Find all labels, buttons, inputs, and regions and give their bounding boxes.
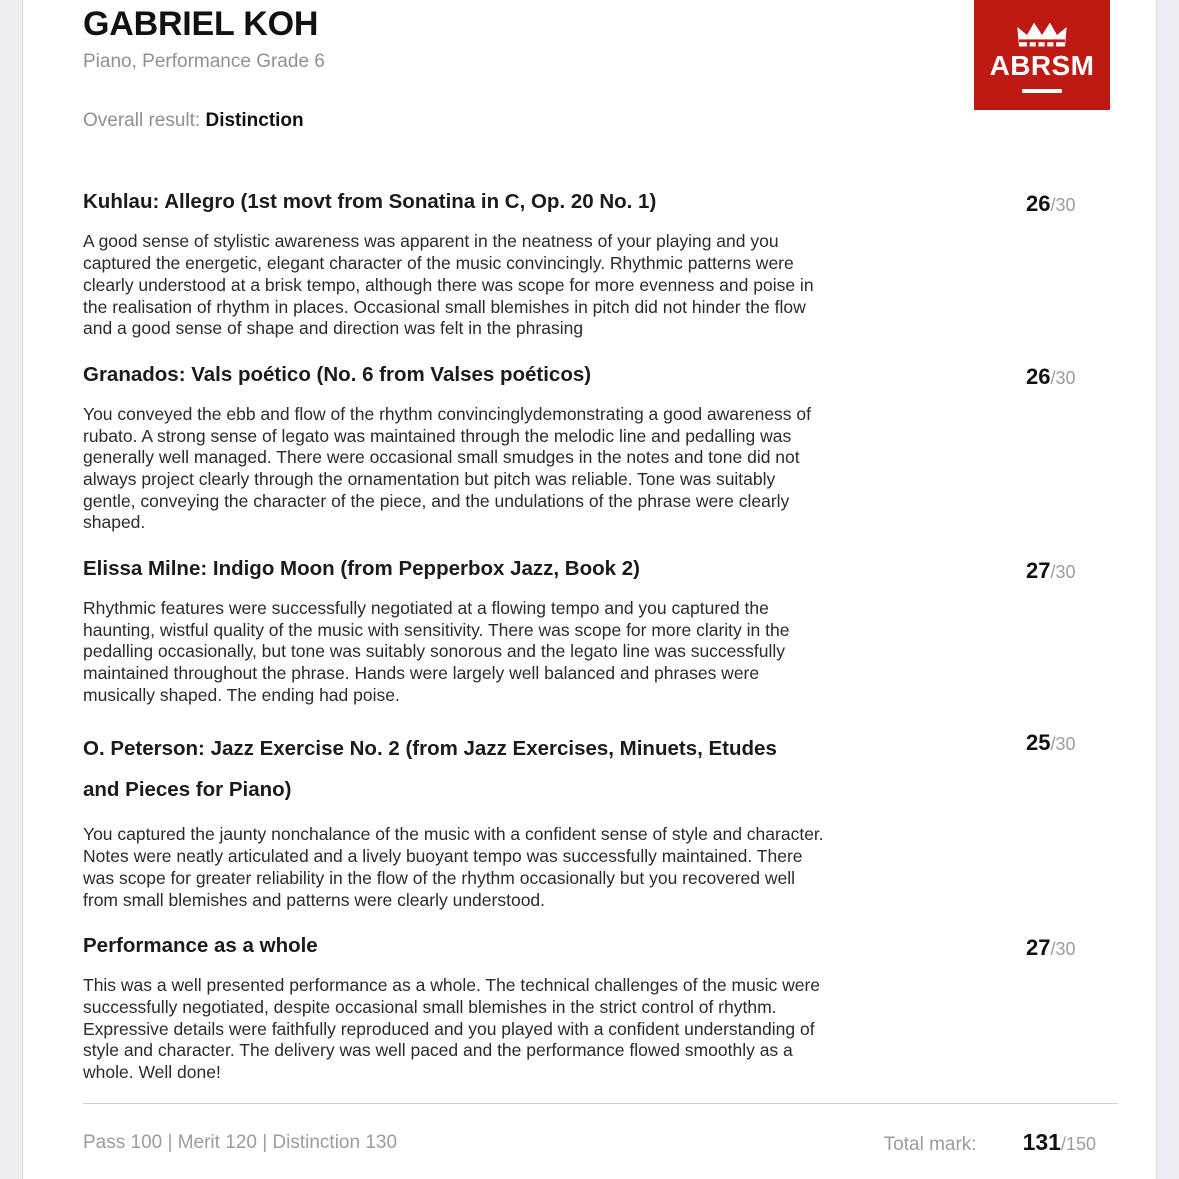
piece-title: O. Peterson: Jazz Exercise No. 2 (from Jazz Exercises, Minuets, Etudes and Pieces for Piano)	[83, 737, 777, 802]
mark-score: 25	[1026, 730, 1051, 756]
abrsm-wordmark: ABRSM	[989, 49, 1095, 81]
logo-underline	[1022, 89, 1062, 93]
mark-score: 26	[1026, 191, 1051, 217]
piece-mark	[1026, 933, 1118, 961]
piece-mark	[1026, 362, 1118, 390]
assessment-sections	[83, 189, 1118, 1083]
piece-mark	[1026, 728, 1118, 756]
piece-title: Performance as a whole	[83, 934, 318, 958]
section-header	[83, 556, 1118, 584]
piece-title: Granados: Vals poético (No. 6 from Valses poéticos)	[83, 362, 592, 386]
mark-total: /30	[1050, 562, 1076, 583]
section-header	[83, 362, 1118, 390]
assessment-section	[83, 189, 1118, 339]
abrsm-logo	[974, 0, 1110, 110]
piece-mark	[1026, 189, 1118, 217]
assessment-section	[83, 933, 1118, 1083]
overall-result	[83, 109, 1118, 134]
mark-score: 27	[1026, 558, 1051, 584]
piece-title: Elissa Milne: Indigo Moon (from Pepperbox Jazz, Book 2)	[83, 557, 640, 581]
total-mark-group	[884, 1129, 1118, 1156]
assessment-section	[83, 556, 1118, 706]
overall-result-value: Distinction	[205, 109, 304, 131]
report-footer	[83, 1103, 1118, 1179]
mark-total: /30	[1050, 367, 1076, 388]
report-header	[83, 0, 1118, 133]
result-page-sheet	[22, 0, 1157, 1179]
examiner-comment: You captured the jaunty nonchalance of the music with a confident sense of style and character. Notes were neatly articulated and a lively buoyant tempo was successfully maintained. There was scope for greater reliability in the flow of the rhythm occasionally but you recovered well from small blemishes and patterns were clearly understood.	[83, 824, 824, 910]
assessment-section	[83, 728, 1118, 911]
piece-title: Kuhlau: Allegro (1st movt from Sonatina in C, Op. 20 No. 1)	[83, 190, 657, 214]
mark-score: 27	[1026, 935, 1051, 961]
mark-total: /30	[1050, 734, 1076, 755]
total-mark-label: Total mark:	[883, 1134, 977, 1155]
assessment-section	[83, 362, 1118, 534]
total-mark-out-of: /150	[1060, 1134, 1096, 1154]
overall-result-label: Overall result:	[83, 109, 201, 131]
mark-score: 26	[1026, 363, 1051, 389]
examiner-comment: You conveyed the ebb and flow of the rhythm convincinglydemonstrating a good awareness of rubato. A strong sense of legato was maintained through the melodic line and pedalling was generally well managed. There were occasional small smudges in the notes and tone did not always project clearly through the ornamentation but pitch was reliable. Tone was suitably gentle, conveying the character of the piece, and the undulations of the phrase were clearly shaped.	[83, 403, 812, 533]
examiner-comment: This was a well presented performance as a whole. The technical challenges of the music were successfully negotiated, despite occasional small blemishes in the strict control of rhythm. Expressive details were faithfully reproduced and you played with a confident understanding of style and character. The delivery was well paced and the performance flowed smoothly as a whole. Well done!	[83, 975, 820, 1082]
candidate-name: GABRIEL KOH	[83, 5, 319, 43]
examiner-comment: Rhythmic features were successfully negotiated at a flowing tempo and you captured the haunting, wistful quality of the music with sensitivity. There was scope for more clarity in the pedalling occasionally, but tone was suitably sonorous and the legato line was successfully maintained throughout the phrase. Hands were largely well balanced and phrases were musically shaped. The ending had poise.	[83, 598, 790, 705]
section-header	[83, 728, 1118, 810]
section-header	[83, 189, 1118, 217]
piece-mark	[1026, 556, 1118, 584]
mark-total: /30	[1050, 195, 1076, 216]
crown-icon	[1015, 20, 1069, 50]
examiner-comment: A good sense of stylistic awareness was apparent in the neatness of your playing and you captured the energetic, elegant character of the music convincingly. Rhythmic patterns were clearly understood at a brisk tempo, although there was scope for more evenness and poise in the realisation of rhythm in places. Occasional small blemishes in pitch did not hinder the flow and a good sense of shape and direction was felt in the phrasing	[83, 231, 814, 339]
total-mark-score: 131	[1022, 1129, 1061, 1155]
grade-boundaries: Pass 100 | Merit 120 | Distinction 130	[83, 1131, 398, 1153]
total-mark-value	[1023, 1129, 1096, 1156]
section-header	[83, 933, 1118, 961]
mark-total: /30	[1050, 939, 1076, 960]
subject-and-grade: Piano, Performance Grade 6	[83, 51, 325, 73]
